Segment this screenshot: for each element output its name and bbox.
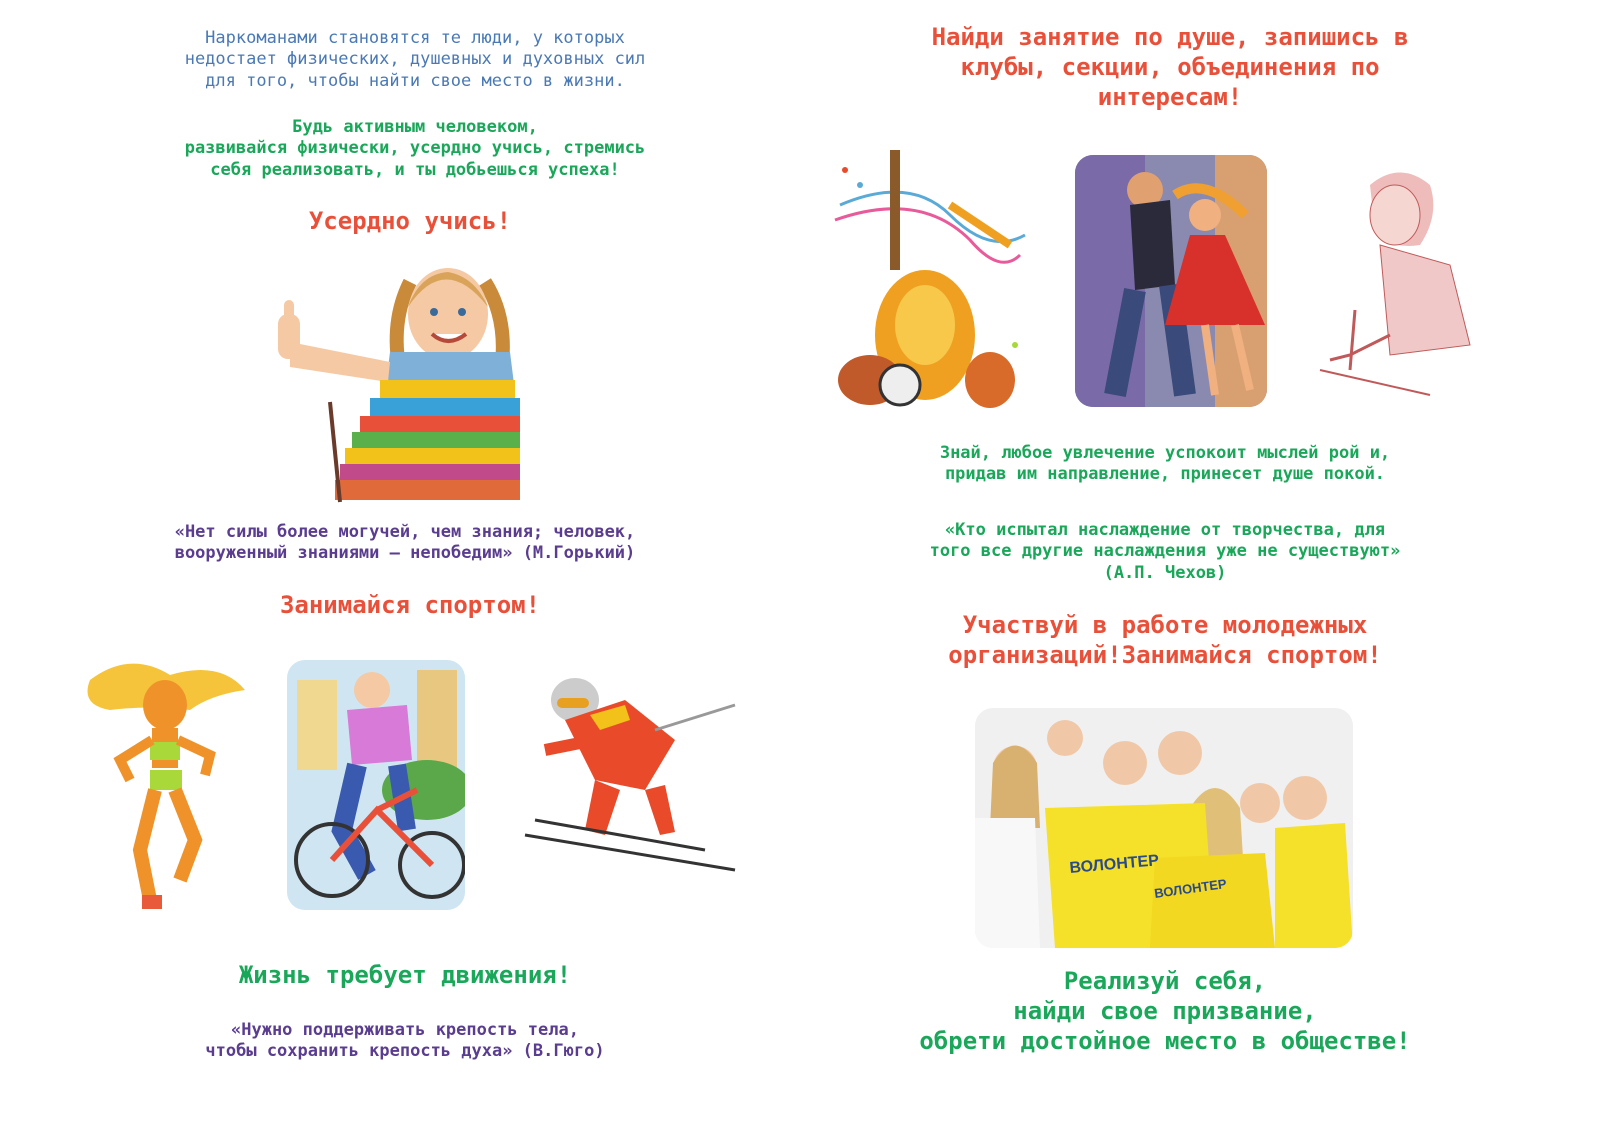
dancers-painting: [1075, 155, 1267, 407]
quote-gorky: «Нет силы более могучей, чем знания; человек, вооруженный знаниями – непобедим» (М.Горький): [174, 522, 636, 564]
musical-instruments-illustration: [830, 145, 1030, 415]
motion-heading: Жизнь требует движения!: [238, 961, 572, 989]
runner-girl-illustration: [70, 650, 260, 920]
active-text: Будь активным человеком, развивайся физически, усердно учись, стремись себя реализовать, и ты добьешься успеха!: [184, 117, 646, 180]
final-heading: Реализуй себя, найди свое призвание, обрети достойное место в обществе!: [919, 967, 1411, 1055]
clubs-heading: Найди занятие по душе, запишись в клубы, секции, объединения по интересам!: [931, 23, 1409, 111]
skier-illustration: [505, 660, 740, 890]
drawing-girl-sketch: [1310, 155, 1490, 405]
quote-chekhov: «Кто испытал наслаждение от творчества, для того все другие наслаждения уже не существуют» (А.П. Чехов): [929, 520, 1401, 583]
girl-with-books-illustration: [270, 252, 530, 507]
volunteers-photo: [975, 708, 1353, 948]
sport-heading: Занимайся спортом!: [279, 591, 541, 619]
youth-heading: Участвуй в работе молодежных организаций!Занимайся спортом!: [948, 611, 1382, 669]
cyclist-illustration: [287, 660, 465, 910]
shirt-text-2: ВОЛОНТЕР: [1153, 875, 1228, 901]
quote-hugo: «Нужно поддерживать крепость тела, чтобы сохранить крепость духа» (В.Гюго): [205, 1020, 605, 1062]
hobby-text: Знай, любое увлечение успокоит мыслей рой и, придав им направление, принесет душе покой.: [939, 443, 1391, 485]
shirt-text-1: ВОЛОНТЕР: [1068, 852, 1160, 877]
intro-text: Наркоманами становятся те люди, у которых недостает физических, душевных и духовных сил для того, чтобы найти свое место в жизни.: [184, 28, 646, 91]
study-heading: Усердно учись!: [308, 207, 512, 235]
